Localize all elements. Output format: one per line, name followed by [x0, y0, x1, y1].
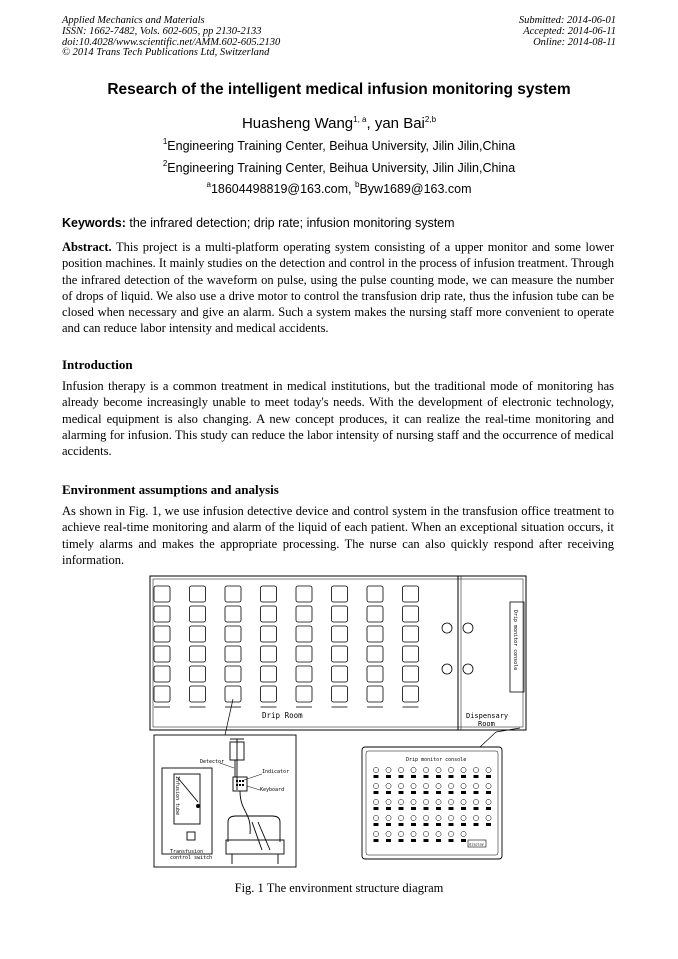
console-button	[386, 807, 391, 810]
seat	[154, 606, 170, 622]
console-button	[374, 839, 379, 842]
seat	[154, 646, 170, 662]
console-button	[461, 839, 466, 842]
console-display-label: display	[469, 842, 484, 847]
console-button	[374, 791, 379, 794]
console-button	[399, 791, 404, 794]
email-a-sup: a	[206, 180, 211, 189]
seat	[367, 686, 383, 702]
console-button	[449, 807, 454, 810]
seat	[296, 586, 312, 602]
console-lamp	[448, 831, 453, 836]
console-button	[474, 807, 479, 810]
indicator-label: Indicator	[262, 769, 290, 775]
seat	[261, 586, 277, 602]
console-lamp	[448, 815, 453, 820]
console-lamp	[473, 767, 478, 772]
console-lamp	[373, 831, 378, 836]
console-button	[436, 775, 441, 778]
console-button	[436, 823, 441, 826]
console-button	[436, 839, 441, 842]
console-button	[436, 791, 441, 794]
console-lamp	[461, 767, 466, 772]
console-button	[399, 823, 404, 826]
seat	[261, 626, 277, 642]
seat	[403, 646, 419, 662]
doi-line: doi:10.4028/www.scientific.net/AMM.602-605.2130	[62, 36, 281, 48]
seat	[154, 666, 170, 682]
paper-title: Research of the intelligent medical infusion monitoring system	[107, 81, 571, 98]
console-button	[386, 775, 391, 778]
affiliation-2-sup: 2	[162, 159, 168, 168]
detector-label: Detector	[200, 759, 225, 765]
console-title: Drip monitor console	[406, 757, 467, 763]
keyboard-label: Keyboard	[260, 787, 285, 793]
console-button	[449, 791, 454, 794]
console-lamp	[398, 767, 403, 772]
seat	[332, 586, 348, 602]
author-2: yan Bai	[374, 115, 425, 132]
console-button	[386, 791, 391, 794]
seat	[367, 666, 383, 682]
console-lamp	[448, 767, 453, 772]
console-button	[411, 791, 416, 794]
console-lamp	[411, 799, 416, 804]
console-lamp	[398, 815, 403, 820]
console-button	[461, 807, 466, 810]
seat	[367, 626, 383, 642]
console-lamp	[423, 799, 428, 804]
console-lamp	[386, 767, 391, 772]
seat	[225, 666, 241, 682]
seat	[296, 686, 312, 702]
accepted-date: Accepted: 2014-06-11	[523, 25, 616, 37]
seat	[332, 666, 348, 682]
seat	[190, 686, 206, 702]
console-lamp	[436, 783, 441, 788]
console-button	[411, 775, 416, 778]
seat	[190, 666, 206, 682]
author-list	[0, 115, 678, 132]
author-emails	[0, 182, 678, 196]
console-lamp	[473, 783, 478, 788]
console-button	[424, 839, 429, 842]
submitted-date: Submitted: 2014-06-01	[518, 15, 616, 26]
console-lamp	[448, 783, 453, 788]
email-a[interactable]: 18604498819@163.com,	[210, 182, 355, 196]
console-button	[486, 775, 491, 778]
console-button	[486, 823, 491, 826]
affiliation-1-text: Engineering Training Center, Beihua University, Jilin Jilin,China	[167, 139, 516, 153]
author-2-sup: 2,b	[424, 115, 437, 124]
console-button	[436, 807, 441, 810]
console-button	[474, 791, 479, 794]
console-lamp	[486, 783, 491, 788]
console-lamp	[461, 831, 466, 836]
seat	[296, 606, 312, 622]
console-lamp	[461, 799, 466, 804]
seat	[332, 646, 348, 662]
seat	[296, 646, 312, 662]
figure-caption: Fig. 1 The environment structure diagram	[234, 881, 444, 895]
seat	[403, 586, 419, 602]
console-button	[424, 791, 429, 794]
console-button	[424, 807, 429, 810]
console-button	[399, 807, 404, 810]
console-lamp	[448, 799, 453, 804]
console-lamp	[386, 815, 391, 820]
seat	[367, 646, 383, 662]
console-lamp	[411, 815, 416, 820]
console-button	[486, 807, 491, 810]
seat	[154, 586, 170, 602]
switch-label-2: control switch	[170, 855, 213, 861]
affiliation-1	[0, 139, 678, 153]
online-date: Online: 2014-08-11	[533, 36, 616, 48]
copyright-line: © 2014 Trans Tech Publications Ltd, Switzerland	[62, 47, 270, 59]
console-lamp	[486, 815, 491, 820]
console-button	[474, 775, 479, 778]
console-button	[461, 791, 466, 794]
console-lamp	[436, 767, 441, 772]
console-button	[374, 775, 379, 778]
console-button	[461, 775, 466, 778]
console-lamp	[411, 831, 416, 836]
seat	[225, 606, 241, 622]
console-button	[424, 775, 429, 778]
console-lamp	[386, 783, 391, 788]
environment-heading: Environment assumptions and analysis	[62, 482, 279, 497]
seat	[261, 686, 277, 702]
console-lamp	[373, 783, 378, 788]
issn-line: ISSN: 1662-7482, Vols. 602-605, pp 2130-2133	[62, 25, 262, 37]
environment-text: As shown in Fig. 1, we use infusion detective device and control system in the transfusion office treatment to achieve real-time monitoring and alarm of the liquid of each patient. When an exceptional situation occurs, it timely alarms and makes the appropriate processing. The nurse can also quickly respond after receiving information.	[62, 504, 614, 567]
console-lamp	[398, 799, 403, 804]
console-button	[449, 839, 454, 842]
seat	[225, 626, 241, 642]
console-button	[411, 839, 416, 842]
email-b[interactable]: Byw1689@163.com	[359, 182, 472, 196]
console-lamp	[411, 767, 416, 772]
seat	[261, 646, 277, 662]
dates-header	[519, 16, 616, 48]
console-lamp	[436, 831, 441, 836]
console-button	[374, 823, 379, 826]
switch-label-1: Transfusion	[170, 849, 204, 855]
journal-header	[62, 16, 280, 59]
console-lamp	[423, 815, 428, 820]
console-lamp	[423, 831, 428, 836]
console-lamp	[411, 783, 416, 788]
console-lamp	[386, 799, 391, 804]
console-lamp	[486, 767, 491, 772]
keywords-label: Keywords:	[62, 216, 126, 230]
console-lamp	[373, 799, 378, 804]
keywords	[62, 216, 614, 230]
console-lamp	[373, 815, 378, 820]
console-button	[374, 807, 379, 810]
console-button	[449, 775, 454, 778]
drip-room-label: Drip Room	[262, 711, 303, 720]
seat	[190, 646, 206, 662]
seat	[190, 586, 206, 602]
keywords-text: the infrared detection; drip rate; infusion monitoring system	[125, 216, 455, 230]
console-vertical-label: Drip monitor console	[512, 610, 518, 671]
author-1-sup: 1, a	[353, 115, 367, 124]
console-button	[474, 823, 479, 826]
console-button	[461, 823, 466, 826]
seat	[332, 626, 348, 642]
journal-name: Applied Mechanics and Materials	[62, 15, 205, 26]
abstract-label: Abstract.	[62, 240, 112, 254]
seat	[403, 626, 419, 642]
affiliation-1-sup: 1	[162, 137, 168, 146]
infusion-tube-label: Infusion tube	[174, 776, 180, 816]
console-lamp	[423, 783, 428, 788]
console-lamp	[373, 767, 378, 772]
introduction-text: Infusion therapy is a common treatment in medical institutions, but the traditional mode of monitoring has already become increasingly unable to meet today's needs. With the development of electronic technology, medical equipment is also changing. A new concept produces, it can realize the real-time monitoring and alarming for infusion. This study can reduce the labor intensity of nursing staff and the occurrence of medical accidents.	[62, 379, 614, 459]
seat	[332, 606, 348, 622]
seat	[296, 666, 312, 682]
console-button	[399, 775, 404, 778]
environment-structure-diagram	[140, 572, 534, 877]
console-lamp	[436, 799, 441, 804]
seat	[154, 626, 170, 642]
author-separator: ,	[366, 115, 375, 132]
seat	[367, 586, 383, 602]
console-button	[449, 823, 454, 826]
console-button	[399, 839, 404, 842]
console-button	[411, 807, 416, 810]
dispensary-label-2: Room	[478, 720, 495, 728]
seat	[403, 606, 419, 622]
seat	[332, 686, 348, 702]
email-b-sup: b	[355, 180, 360, 189]
seat	[225, 646, 241, 662]
console-lamp	[436, 815, 441, 820]
seat	[190, 626, 206, 642]
introduction-heading: Introduction	[62, 357, 133, 372]
seat	[261, 606, 277, 622]
console-button	[411, 823, 416, 826]
console-lamp	[398, 783, 403, 788]
console-lamp	[386, 831, 391, 836]
seat	[296, 626, 312, 642]
console-lamp	[486, 799, 491, 804]
console-button	[424, 823, 429, 826]
seat-columns	[154, 586, 419, 707]
console-lamp	[423, 767, 428, 772]
seat	[403, 666, 419, 682]
author-1: Huasheng Wang	[241, 115, 354, 132]
console-lamp	[461, 783, 466, 788]
console-button	[386, 839, 391, 842]
affiliation-2	[0, 161, 678, 175]
console-button	[386, 823, 391, 826]
console-lamp	[473, 815, 478, 820]
dispensary-label-1: Dispensary	[466, 712, 509, 720]
seat	[190, 606, 206, 622]
abstract-text: This project is a multi-platform operating system consisting of a upper monitor and some lower position machines. It mainly studies on the detection and control in the process of infusion treatment. Through the infrared detection of the waveform on pulse, using the pulse counting mode, we can measure the number of drops of liquid. We also use a drive motor to control the transfusion drip rate, thus the infusion tube can be closed when necessary and give an alarm. Such a system makes the nursing staff more convenient to operate and can reduce labor intensity and medical accidents.	[62, 240, 614, 336]
console-button	[486, 791, 491, 794]
seat	[225, 586, 241, 602]
console-lamp-grid	[373, 767, 491, 842]
abstract	[62, 239, 614, 337]
seat	[261, 666, 277, 682]
seat	[403, 686, 419, 702]
console-lamp	[473, 799, 478, 804]
affiliation-2-text: Engineering Training Center, Beihua University, Jilin Jilin,China	[167, 161, 516, 175]
console-lamp	[398, 831, 403, 836]
seat	[154, 686, 170, 702]
seat	[367, 606, 383, 622]
console-lamp	[461, 815, 466, 820]
